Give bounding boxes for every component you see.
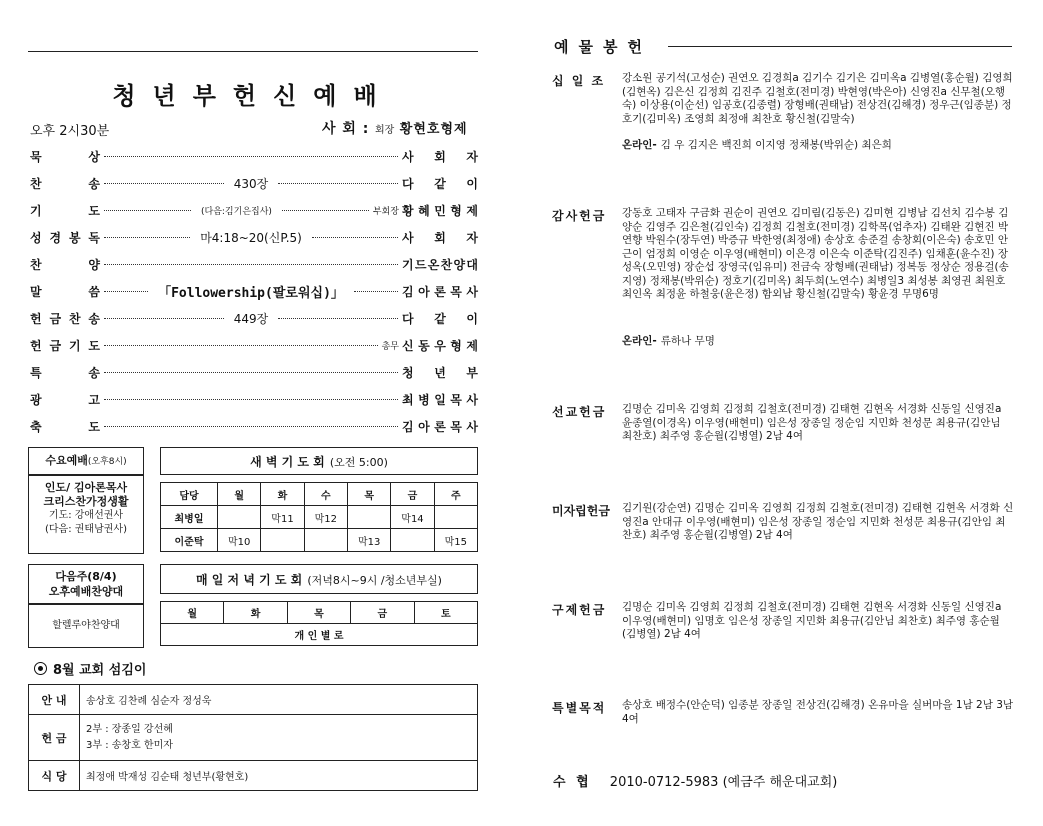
tithe-names: 강소원 공기석(고성순) 권연오 김경희a 김기수 김기은 김미옥a 김병열(홍순월) 김영희(김현옥) 김은신 김정희 김진주 김철호(전미경) 박현영(박은아) 신영진a 신무철(오행숙) 이상용(이순선) 임공호(김종렬) 장형배(권태남) 전상건(김해경) 정우근(임종분) 정호기(김미옥) 조영희 최정애 최찬호 황신철(김말숙) xyxy=(622,72,1013,125)
next-week-box: 다음주(8/4) 오후예배찬양대 xyxy=(28,564,144,604)
tithe-label: 십 일 조 xyxy=(552,74,606,88)
program-person: 최 병 일 목 사 xyxy=(402,392,478,407)
service-host: 사 회 : 회장 황현호형제 xyxy=(322,121,468,137)
offering-title-rule xyxy=(668,46,1012,47)
program-person: 신 동 우 형 제 xyxy=(402,338,478,353)
offering-title: 예물봉헌 xyxy=(554,38,652,56)
special-names: 송상호 배정수(안순덕) 임종분 장종일 전상건(김해경) 온유마을 실버마을 1남 2남 3남 4여 xyxy=(622,699,1014,725)
top-rule xyxy=(28,51,478,52)
program-item xyxy=(30,362,478,382)
program-label: 광 고 xyxy=(30,392,100,407)
dotted-leader xyxy=(354,291,398,292)
dotted-leader xyxy=(104,318,224,319)
program-person: 김 아 론 목 사 xyxy=(402,419,478,434)
program-item xyxy=(30,146,478,166)
program-item xyxy=(30,227,478,247)
next-week-choir-box: 할렐루야찬양대 xyxy=(28,604,144,648)
dotted-leader xyxy=(104,399,398,400)
program-person: 황 혜 민 형 제 xyxy=(402,203,478,218)
program-label: 헌 금 찬 송 xyxy=(30,311,100,326)
program-item xyxy=(30,416,478,436)
evening-days-row: 월 화 목 금 토 xyxy=(161,602,478,624)
bank-account: 수 협 2010-0712-5983 (예금주 해운대교회) xyxy=(553,775,838,790)
program-detail: 430장 xyxy=(233,176,269,191)
dotted-leader xyxy=(312,237,398,238)
program-detail: 449장 xyxy=(233,311,269,326)
special-label: 특별목적 xyxy=(552,701,607,715)
dotted-leader xyxy=(104,156,398,157)
dawn-prayer-table xyxy=(160,482,478,552)
table-row: 안 내 송상호 김찬례 심순자 정성욱 xyxy=(29,685,478,715)
program-item xyxy=(30,335,478,355)
program-item xyxy=(30,308,478,328)
program-item xyxy=(30,389,478,409)
service-title: 청년부헌신예배 xyxy=(112,82,394,110)
program-label: 찬 송 xyxy=(30,176,100,191)
dotted-leader xyxy=(104,291,148,292)
servers-table xyxy=(28,684,478,791)
program-item xyxy=(30,200,478,220)
tithe-online: 온라인- 김 우 김지은 백진희 이지영 정채봉(박위순) 최은희 xyxy=(622,139,892,151)
target-bullet-icon xyxy=(34,662,47,675)
program-label: 헌 금 기 도 xyxy=(30,338,100,353)
dotted-leader xyxy=(104,345,378,346)
dotted-leader xyxy=(282,210,369,211)
table-row: 헌 금 2부 : 장종일 강선혜 3부 : 송창호 한미자 xyxy=(29,715,478,761)
relief-names: 김명순 김미옥 김영희 김정희 김철호(전미경) 김태현 김현옥 서경화 신동일 신영진a 이우영(배현미) 임명호 임은성 장종일 지민화 최용규(김안님 최찬호) 최주영 홍순월(김병열) 2남 4여 xyxy=(622,601,1002,640)
program-label: 기 도 xyxy=(30,203,100,218)
dotted-leader xyxy=(104,183,224,184)
program-person: 청 년 부 xyxy=(402,365,478,380)
dotted-leader xyxy=(104,210,191,211)
program-detail: 마4:18~20(신P.5) xyxy=(200,230,302,245)
program-person: 김 아 론 목 사 xyxy=(402,284,478,299)
program-detail: 「Followership(팔로워십)」 xyxy=(158,285,344,301)
dotted-leader xyxy=(104,426,398,427)
program-role: 총무 xyxy=(381,341,399,352)
program-label: 묵 상 xyxy=(30,149,100,164)
program-person: 사 회 자 xyxy=(402,230,479,245)
program-person: 다 같 이 xyxy=(402,176,478,191)
wednesday-detail-box: 인도/ 김아론목사 크리스찬가정생활 기도: 강애선권사 (다음: 권태남권사) xyxy=(28,475,144,554)
dawn-prayer-title: 새 벽 기 도 회 (오전 5:00) xyxy=(160,447,478,475)
program-label: 말 씀 xyxy=(30,284,100,299)
dotted-leader xyxy=(104,372,398,373)
mission-label: 선교헌금 xyxy=(552,405,607,419)
servers-heading: 8월 교회 섬김이 xyxy=(34,659,146,678)
relief-label: 구제헌금 xyxy=(552,603,607,617)
program-item xyxy=(30,281,478,301)
service-time: 오후 2시30분 xyxy=(30,124,110,139)
dotted-leader xyxy=(278,318,398,319)
thanks-label: 감사헌금 xyxy=(552,209,607,223)
thanks-names: 강동호 고태자 구금화 권순이 권연오 김미림(김동은) 김미현 김병남 김선치 김수봉 김양순 김영주 김은철(김인숙) 김정희 김철호(전미경) 김학목(엄추자) 김태완 김현진 박연향 박원수(장두연) 박증규 박한영(최정애) 송상호 송준걸 송창회(이은숙) 송호민 안근이 엄정희 이영순 이우영(배현미) 이은경 이은숙 이준탁(김진주) 임채훈(윤수진) 장성옥(오민영) 장순섭 장영국(임유미) 전금숙 장형배(권태남) 정복동 정상순 정용걸(송지영) 정채봉(박위순) 정호기(김미옥) 최두희(노연수) 최병일3 최성봉 최영권 최원호 최인옥 최정윤 하철웅(윤은정) 함외남 황신철(김말숙) 황윤경 무명6명 xyxy=(622,207,1009,300)
small-church-label: 미자립헌금 xyxy=(552,504,610,518)
program-item xyxy=(30,254,478,274)
program-person: 사 회 자 xyxy=(402,149,478,164)
dotted-leader xyxy=(278,183,398,184)
program-role: 부회장 xyxy=(372,206,400,217)
table-row: 식 당 최정애 박재성 김순태 청년부(황현호) xyxy=(29,761,478,791)
dotted-leader xyxy=(104,264,398,265)
dawn-table-header: 담당 월 화 수 목 금 주 xyxy=(161,483,478,506)
program-label: 성 경 봉 독 xyxy=(30,230,100,245)
program-label: 축 도 xyxy=(30,419,100,434)
program-item xyxy=(30,173,478,193)
dotted-leader xyxy=(104,237,190,238)
table-row: 최병일 막11 막12 막14 xyxy=(161,506,478,529)
thanks-online: 온라인- 류하나 무명 xyxy=(622,335,715,347)
program-person: 기 드 온 찬 양 대 xyxy=(402,257,478,272)
program-person: 다 같 이 xyxy=(402,311,478,326)
evening-prayer-table xyxy=(160,601,478,646)
program-label: 특 송 xyxy=(30,365,100,380)
mission-names: 김명순 김미옥 김영희 김정희 김철호(전미경) 김태현 김현옥 서경화 신동일 신영진a 윤종열(이경옥) 이우영(배현미) 임은성 장종일 정순임 지민화 천성문 최용규(김안님 최찬호) 최주영 홍순월(김병열) 2남 4여 xyxy=(622,403,1002,442)
table-row: 이준탁 막10 막13 막15 xyxy=(161,529,478,552)
wednesday-service-box: 수요예배(오후8시) xyxy=(28,447,144,475)
small-church-names: 김기원(강순연) 김명순 김미옥 김영희 김정희 김철호(전미경) 김태현 김현옥 서경화 신영진a 안대규 이우영(배현미) 임은성 장종일 정순임 지민화 천성문 최용규(김안임 최찬호) 최주영 홍순월(김병열) 2남 4여 xyxy=(622,502,1014,541)
evening-note-row: 개 인 별 로 xyxy=(161,624,478,646)
program-detail: (다음:김기은집사) xyxy=(201,206,272,217)
program-label: 찬 양 xyxy=(30,257,100,272)
evening-prayer-title: 매 일 저 녁 기 도 회 (저녁8시~9시 /청소년부실) xyxy=(160,564,478,594)
